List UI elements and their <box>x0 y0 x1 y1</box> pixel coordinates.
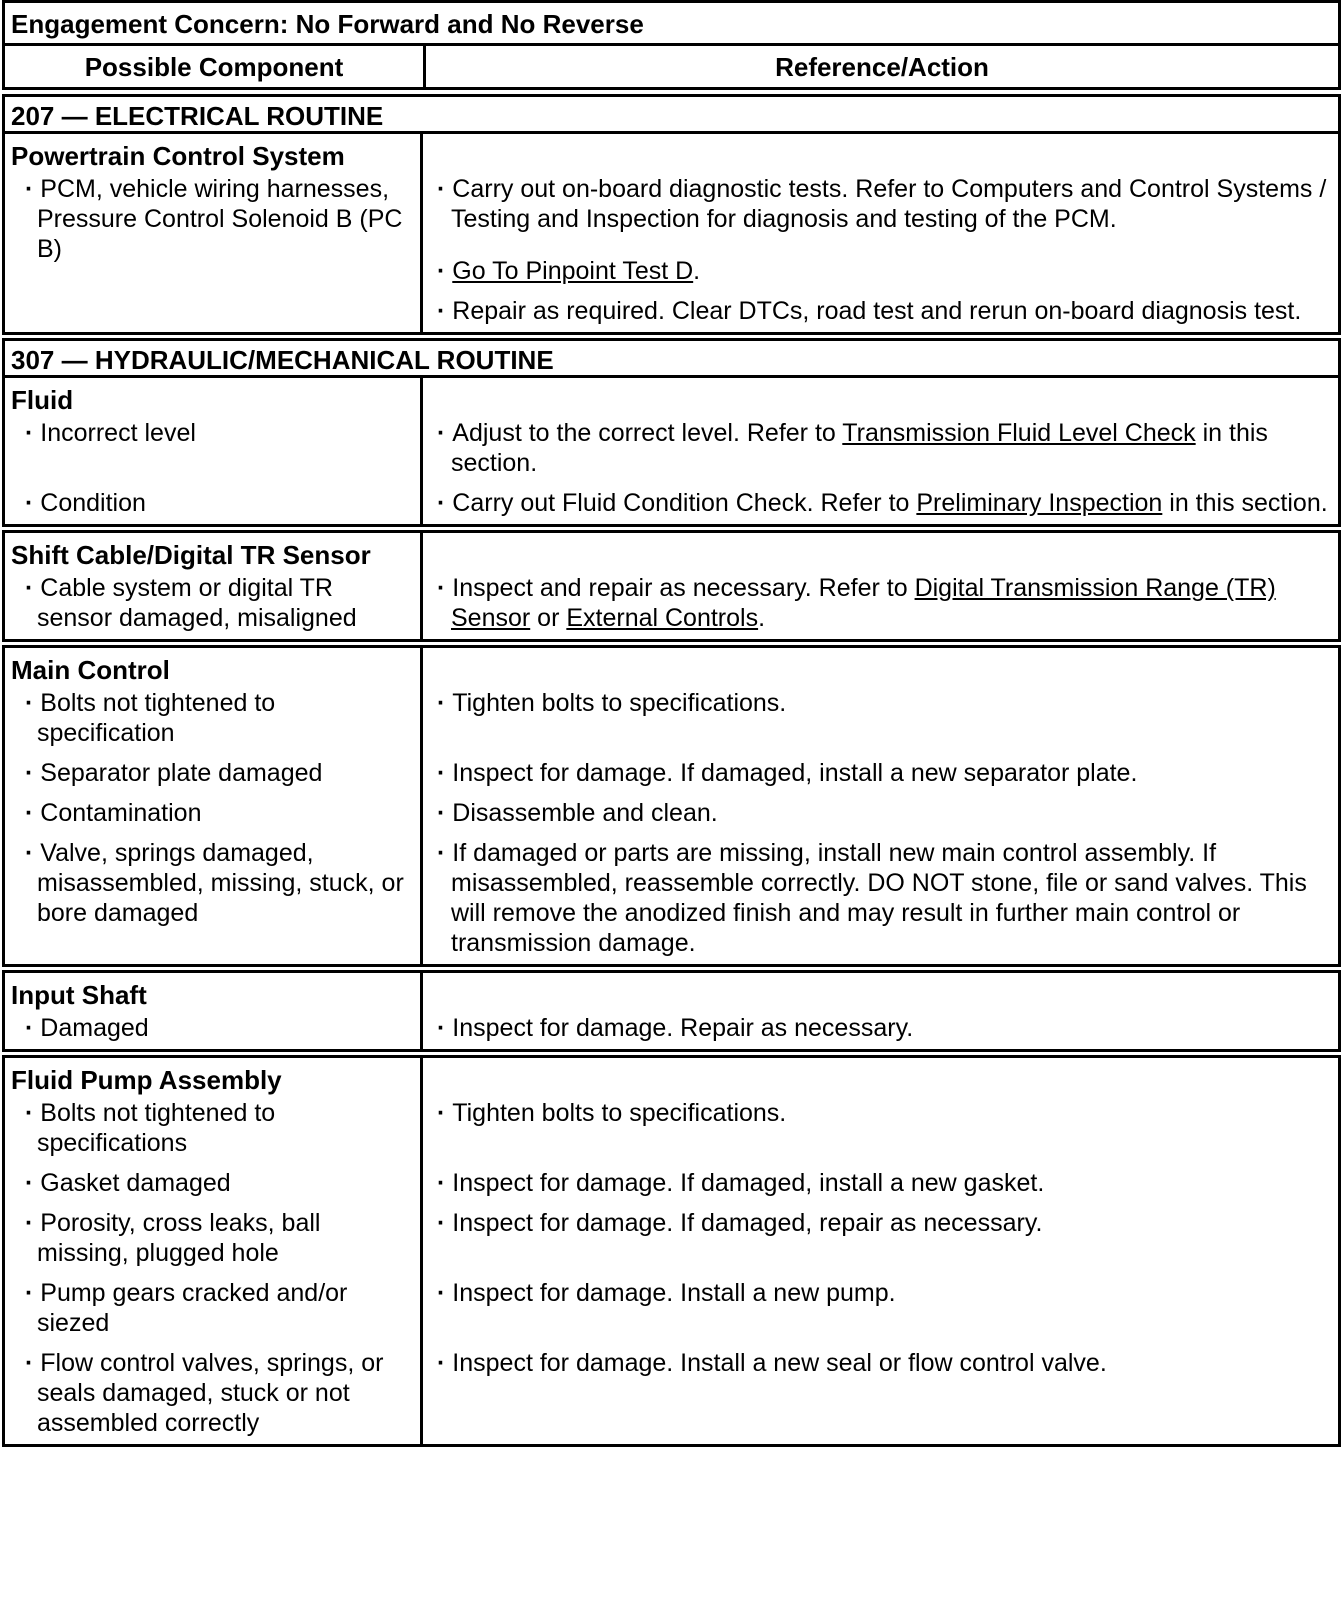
action-item: · Carry out Fluid Condition Check. Refer to Preliminary Inspection in this section. <box>437 488 1330 518</box>
header-possible-component: Possible Component <box>5 46 426 87</box>
component-item: · Separator plate damaged <box>11 758 414 788</box>
component-item: · Cable system or digital TR sensor damaged, misaligned <box>11 573 414 633</box>
routine-hydraulic-mechanical: 307 — HYDRAULIC/MECHANICAL ROUTINE <box>2 338 1341 378</box>
action-item: · Disassemble and clean. <box>437 798 1330 828</box>
action-item: · Adjust to the correct level. Refer to Transmission Fluid Level Check in this section. <box>437 418 1330 478</box>
component-item: · Contamination <box>11 798 414 828</box>
component-item: · Bolts not tightened to specification <box>11 688 414 748</box>
group-fluid <box>2 378 1341 527</box>
pinpoint-test-link[interactable]: Go To Pinpoint Test D <box>452 257 694 285</box>
group-name: Shift Cable/Digital TR Sensor <box>11 540 371 570</box>
group-name: Main Control <box>11 655 170 685</box>
routine-electrical: 207 — ELECTRICAL ROUTINE <box>2 94 1341 134</box>
group-name: Input Shaft <box>11 980 147 1010</box>
diagnostic-table <box>2 0 1341 1447</box>
action-item: · Inspect for damage. Install a new seal or flow control valve. <box>437 1348 1330 1378</box>
action-item: · Inspect for damage. Repair as necessary. <box>437 1013 1330 1043</box>
column-headers <box>2 46 1341 90</box>
component-item: · Flow control valves, springs, or seals damaged, stuck or not assembled correctly <box>11 1348 414 1438</box>
action-item: · Tighten bolts to specifications. <box>437 688 1330 748</box>
component-item: · PCM, vehicle wiring harnesses, Pressure Control Solenoid B (PC B) <box>11 174 414 264</box>
component-item: · Porosity, cross leaks, ball missing, plugged hole <box>11 1208 414 1268</box>
component-item: · Incorrect level <box>11 418 414 488</box>
group-powertrain-control-system <box>2 134 1341 335</box>
group-input-shaft <box>2 970 1341 1052</box>
action-item: · Inspect for damage. If damaged, install a new gasket. <box>437 1168 1330 1198</box>
action-item: · Repair as required. Clear DTCs, road test and rerun on-board diagnosis test. <box>437 296 1330 326</box>
component-item: · Valve, springs damaged, misassembled, missing, stuck, or bore damaged <box>11 838 414 928</box>
group-name: Fluid <box>11 385 74 415</box>
external-controls-link[interactable]: External Controls <box>566 604 759 632</box>
action-item: · Inspect for damage. Install a new pump. <box>437 1278 1330 1338</box>
header-reference-action: Reference/Action <box>775 52 989 82</box>
group-name: Fluid Pump Assembly <box>11 1065 282 1095</box>
action-item: · If damaged or parts are missing, install new main control assembly. If misassembled, reassemble correctly. DO NOT stone, file or sand valves. This will remove the anodized finish and may result in further main control or transmission damage. <box>437 838 1330 958</box>
component-item: · Condition <box>11 488 414 518</box>
action-item: · Tighten bolts to specifications. <box>437 1098 1330 1158</box>
group-name: Powertrain Control System <box>11 141 345 171</box>
component-item: · Bolts not tightened to specifications <box>11 1098 414 1158</box>
action-item: · Inspect for damage. If damaged, repair as necessary. <box>437 1208 1330 1268</box>
action-item: · Inspect and repair as necessary. Refer to Digital Transmission Range (TR) Sensor or External Controls. <box>437 573 1330 633</box>
group-shift-cable-tr-sensor <box>2 530 1341 642</box>
component-item: · Gasket damaged <box>11 1168 414 1198</box>
group-fluid-pump-assembly <box>2 1055 1341 1447</box>
fluid-level-check-link[interactable]: Transmission Fluid Level Check <box>842 419 1196 447</box>
action-item: · Carry out on-board diagnostic tests. Refer to Computers and Control Systems / Testing and Inspection for diagnosis and testing of the PCM. <box>437 174 1330 234</box>
component-item: · Pump gears cracked and/or siezed <box>11 1278 414 1338</box>
action-item: · Go To Pinpoint Test D. <box>437 256 1330 286</box>
tr-sensor-link[interactable]: Digital Transmission Range (TR) Sensor <box>451 574 1276 632</box>
action-item: · Inspect for damage. If damaged, install a new separator plate. <box>437 758 1330 788</box>
table-title: Engagement Concern: No Forward and No Reverse <box>2 0 1341 46</box>
component-item: · Damaged <box>11 1013 414 1043</box>
preliminary-inspection-link[interactable]: Preliminary Inspection <box>916 489 1163 517</box>
group-main-control <box>2 645 1341 967</box>
